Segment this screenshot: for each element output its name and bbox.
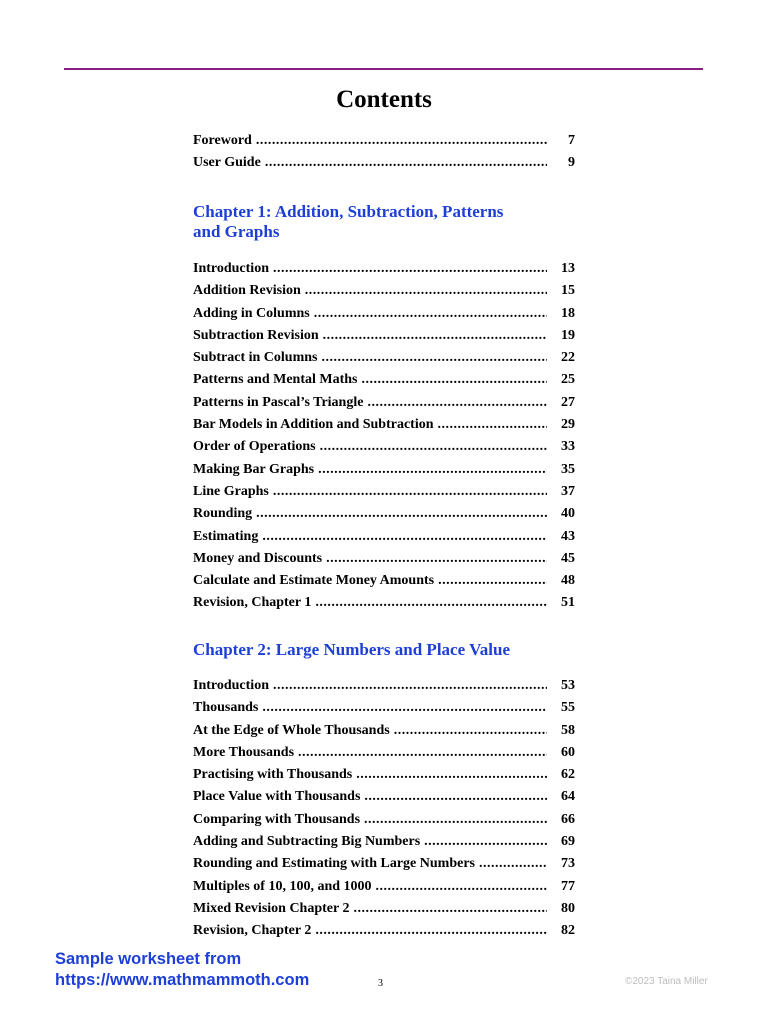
toc-entry-page: 53 <box>561 678 575 693</box>
toc-leader-dots <box>364 789 547 805</box>
toc-entry-label: Estimating <box>193 528 259 544</box>
toc-entry-label: Introduction <box>193 678 269 693</box>
toc-entry-label: More Thousands <box>193 744 295 760</box>
toc-entry-page: 37 <box>561 483 575 499</box>
toc-leader-dots <box>262 529 547 545</box>
toc-entry <box>193 834 575 856</box>
toc-entry-label: Thousands <box>193 700 259 716</box>
toc-entry-label: Money and Discounts <box>193 550 323 566</box>
toc-entry <box>193 529 575 551</box>
toc-entry-page: 58 <box>561 722 575 738</box>
toc-entry <box>193 789 575 811</box>
toc-leader-dots <box>438 417 547 433</box>
toc-entry <box>193 923 575 945</box>
toc-front-matter <box>193 133 575 178</box>
toc-leader-dots <box>314 306 547 322</box>
copyright-notice: ©2023 Taina Miller <box>625 976 708 987</box>
toc-entry-page: 48 <box>561 573 575 589</box>
toc-entry-page: 7 <box>568 133 575 148</box>
toc-entry-page: 66 <box>561 811 575 827</box>
toc-entry-page: 27 <box>561 394 575 410</box>
toc-entry-label: Subtraction Revision <box>193 327 319 343</box>
toc-entry-page: 43 <box>561 528 575 544</box>
page-title: Contents <box>336 86 432 113</box>
toc-entry <box>193 350 575 372</box>
toc-leader-dots <box>479 856 547 872</box>
toc-entry-label: Rounding and Estimating with Large Numbers <box>193 856 475 872</box>
toc-entry <box>193 439 575 461</box>
toc-entry-label: Revision, Chapter 2 <box>193 923 312 939</box>
toc-entry-page: 35 <box>561 461 575 477</box>
toc-leader-dots <box>318 462 547 478</box>
toc-entry <box>193 723 575 745</box>
toc-entry <box>193 700 575 722</box>
toc-entry <box>193 395 575 417</box>
toc-entry-label: Patterns and Mental Maths <box>193 372 358 388</box>
toc-entry-page: 55 <box>561 700 575 716</box>
toc-leader-dots <box>273 484 547 500</box>
toc-entry <box>193 506 575 528</box>
chapter-2-heading: Chapter 2: Large Numbers and Place Value <box>193 640 511 659</box>
toc-entry-label: Foreword <box>193 133 252 148</box>
toc-leader-dots <box>323 328 547 344</box>
toc-entry-label: Making Bar Graphs <box>193 461 315 477</box>
toc-entry-page: 77 <box>561 878 575 894</box>
toc-leader-dots <box>394 723 547 739</box>
toc-entry-page: 69 <box>561 834 575 850</box>
toc-leader-dots <box>438 573 547 589</box>
sample-note-line1: Sample worksheet from <box>55 950 242 968</box>
toc-entry-page: 19 <box>561 327 575 343</box>
toc-entry-page: 73 <box>561 856 575 872</box>
toc-entry-label: User Guide <box>193 155 261 171</box>
toc-entry <box>193 417 575 439</box>
toc-entry-label: Subtract in Columns <box>193 350 318 366</box>
toc-leader-dots <box>353 901 547 917</box>
toc-leader-dots <box>362 372 548 388</box>
toc-leader-dots <box>256 133 547 149</box>
toc-chapter-1 <box>193 261 575 618</box>
toc-leader-dots <box>256 506 547 522</box>
toc-entry <box>193 484 575 506</box>
toc-entry <box>193 678 575 700</box>
chapter-1-heading-line2: and Graphs <box>193 222 280 241</box>
toc-leader-dots <box>273 678 547 694</box>
toc-chapter-2 <box>193 678 575 946</box>
toc-leader-dots <box>265 155 547 171</box>
toc-entry-label: At the Edge of Whole Thousands <box>193 722 390 738</box>
toc-entry <box>193 879 575 901</box>
toc-leader-dots <box>326 551 547 567</box>
toc-entry <box>193 261 575 283</box>
toc-leader-dots <box>367 395 547 411</box>
toc-entry <box>193 573 575 595</box>
toc-leader-dots <box>305 283 547 299</box>
toc-entry-page: 29 <box>561 417 575 433</box>
toc-entry-page: 9 <box>568 155 575 171</box>
toc-entry-label: Multiples of 10, 100, and 1000 <box>193 878 372 894</box>
toc-entry-page: 33 <box>561 439 575 455</box>
chapter-1-heading-line1: Chapter 1: Addition, Subtraction, Patterns <box>193 202 504 221</box>
toc-leader-dots <box>376 879 547 895</box>
toc-entry-label: Line Graphs <box>193 483 269 499</box>
toc-entry-page: 60 <box>561 744 575 760</box>
toc-entry-page: 13 <box>561 261 575 276</box>
toc-entry-label: Place Value with Thousands <box>193 789 361 805</box>
toc-entry-label: Calculate and Estimate Money Amounts <box>193 573 435 589</box>
toc-entry-page: 18 <box>561 305 575 321</box>
toc-leader-dots <box>364 812 547 828</box>
toc-entry-label: Comparing with Thousands <box>193 811 361 827</box>
toc-entry <box>193 595 575 617</box>
sample-worksheet-note <box>55 949 309 991</box>
toc-leader-dots <box>298 745 547 761</box>
toc-entry-label: Adding in Columns <box>193 305 310 321</box>
top-rule <box>64 68 703 70</box>
toc-entry <box>193 812 575 834</box>
toc-entry <box>193 283 575 305</box>
toc-leader-dots <box>356 767 547 783</box>
toc-leader-dots <box>424 834 547 850</box>
toc-entry <box>193 462 575 484</box>
toc-entry-label: Introduction <box>193 261 269 276</box>
toc-entry <box>193 745 575 767</box>
toc-entry-label: Mixed Revision Chapter 2 <box>193 900 350 916</box>
toc-entry-page: 80 <box>561 900 575 916</box>
toc-entry <box>193 306 575 328</box>
toc-entry-label: Rounding <box>193 506 253 522</box>
toc-entry-label: Patterns in Pascal’s Triangle <box>193 394 364 410</box>
toc-entry <box>193 856 575 878</box>
sample-note-url[interactable]: https://www.mathmammoth.com <box>55 971 310 989</box>
toc-entry-page: 15 <box>561 283 575 299</box>
toc-entry-page: 62 <box>561 767 575 783</box>
toc-leader-dots <box>262 700 547 716</box>
toc-leader-dots <box>321 350 547 366</box>
toc-leader-dots <box>273 261 547 277</box>
toc-entry-page: 22 <box>561 350 575 366</box>
toc-entry-label: Revision, Chapter 1 <box>193 595 312 611</box>
toc-entry <box>193 155 575 177</box>
toc-entry-label: Adding and Subtracting Big Numbers <box>193 834 421 850</box>
toc-entry <box>193 767 575 789</box>
page-number: 3 <box>378 978 383 989</box>
toc-entry-page: 40 <box>561 506 575 522</box>
toc-entry-page: 82 <box>561 923 575 939</box>
toc-entry <box>193 372 575 394</box>
toc-entry-page: 45 <box>561 550 575 566</box>
toc-leader-dots <box>320 439 547 455</box>
toc-entry <box>193 551 575 573</box>
toc-entry <box>193 133 575 155</box>
toc-leader-dots <box>315 923 547 939</box>
toc-entry-label: Order of Operations <box>193 439 316 455</box>
toc-entry <box>193 328 575 350</box>
toc-leader-dots <box>315 595 547 611</box>
toc-entry-label: Practising with Thousands <box>193 767 353 783</box>
toc-entry-page: 64 <box>561 789 575 805</box>
toc-entry-page: 25 <box>561 372 575 388</box>
toc-entry-page: 51 <box>561 595 575 611</box>
toc-entry-label: Addition Revision <box>193 283 301 299</box>
toc-entry <box>193 901 575 923</box>
toc-entry-label: Bar Models in Addition and Subtraction <box>193 417 434 433</box>
chapter-1-heading <box>193 202 553 242</box>
